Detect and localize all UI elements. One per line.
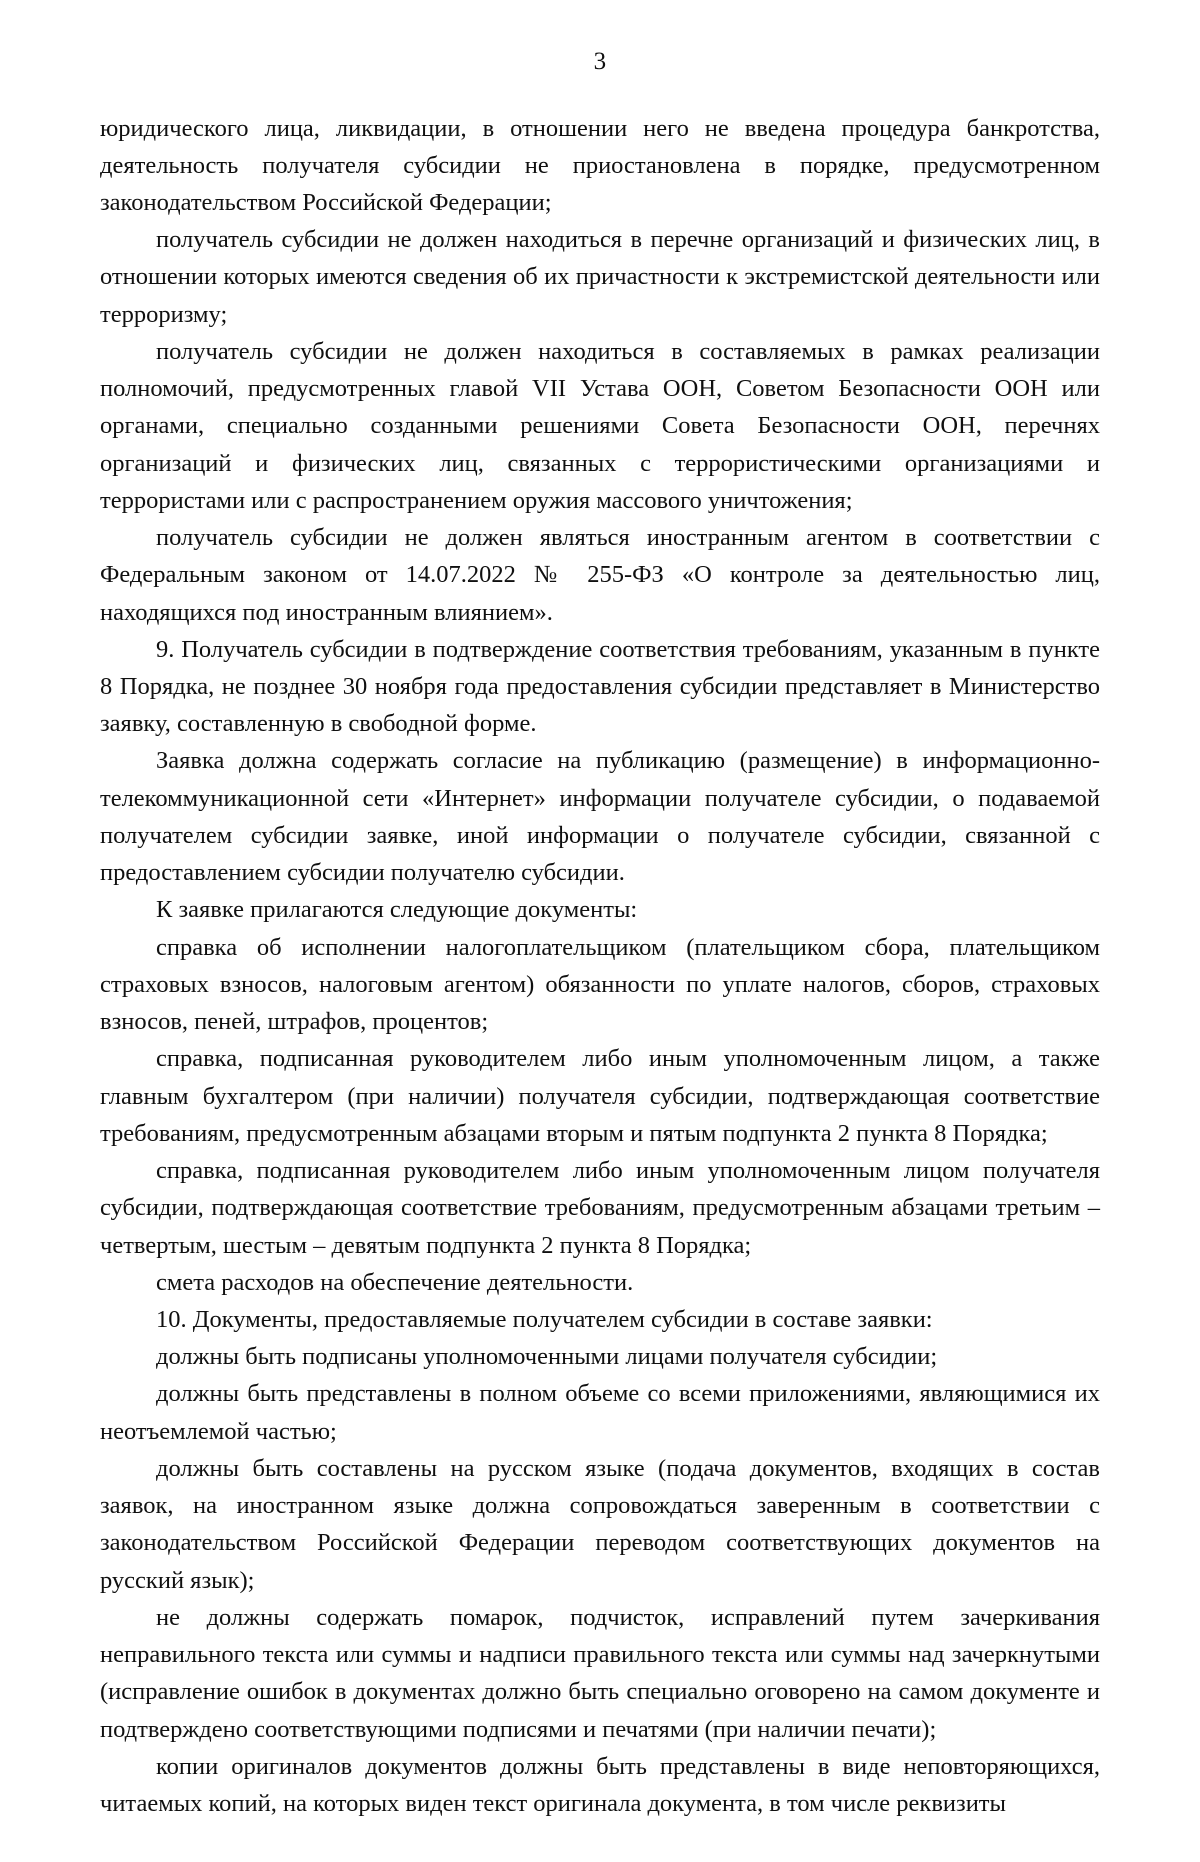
paragraph: Заявка должна содержать согласие на публикацию (размещение) в информационно-телекоммуникационной сети «Интернет» информации получателе субсидии, о подаваемой получателем субсидии заявке, иной информации о получателе субсидии, связанной с предоставлением субсидии получателю субсидии. [100, 747, 1100, 887]
page-number: 3 [593, 48, 607, 75]
paragraph: смета расходов на обеспечение деятельности. [156, 1268, 634, 1296]
paragraph: справка об исполнении налогоплательщиком (плательщиком сбора, плательщиком страховых взносов, налоговым агентом) обязанности по уплате налогов, сборов, страховых взносов, пеней, штрафов, процентов; [100, 933, 1100, 1036]
paragraph: должны быть представлены в полном объеме со всеми приложениями, являющимися их неотъемлемой частью; [100, 1380, 1100, 1445]
paragraph: получатель субсидии не должен являться иностранным агентом в соответствии с Федеральным законом от 14.07.2022 № 255-ФЗ «О контроле за деятельностью лиц, находящихся под иностранным влиянием». [100, 524, 1100, 626]
paragraph: копии оригиналов документов должны быть представлены в виде неповторяющихся, читаемых копий, на которых виден текст оригинала документа, в том числе реквизиты [100, 1752, 1100, 1818]
paragraph: должны быть составлены на русском языке (подача документов, входящих в состав заявок, на иностранном языке должна сопровождаться заверенным в соответствии с законодательством Российской Федерации переводом соответствующих документов на русский язык); [100, 1454, 1100, 1594]
paragraph: 9. Получатель субсидии в подтверждение соответствия требованиям, указанным в пункте 8 Порядка, не позднее 30 ноября года предоставления субсидии представляет в Министерство заявку, составленную в свободной форме. [100, 635, 1100, 738]
paragraph: справка, подписанная руководителем либо иным уполномоченным лицом, а также главным бухгалтером (при наличии) получателя субсидии, подтверждающая соответствие требованиям, предусмотренным абзацами вторым и пятым подпункта 2 пункта 8 Порядка; [100, 1045, 1100, 1147]
document-body [100, 110, 1100, 1823]
paragraph: 10. Документы, предоставляемые получателем субсидии в составе заявки: [156, 1306, 933, 1333]
paragraph: не должны содержать помарок, подчисток, исправлений путем зачеркивания неправильного текста или суммы и надписи правильного текста или суммы над зачеркнутыми (исправление ошибок в документах должно быть специально оговорено на самом документе и подтверждено соответствующими подписями и печатями (при наличии печати); [100, 1603, 1100, 1743]
paragraph: должны быть подписаны уполномоченными лицами получателя субсидии; [156, 1343, 938, 1371]
paragraph: справка, подписанная руководителем либо иным уполномоченным лицом получателя субсидии, подтверждающая соответствие требованиям, предусмотренным абзацами третьим – четвертым, шестым – девятым подпункта 2 пункта 8 Порядка; [100, 1157, 1100, 1259]
paragraph: юридического лица, ликвидации, в отношении него не введена процедура банкротства, деятельность получателя субсидии не приостановлена в порядке, предусмотренном законодательством Российской Федерации; [100, 114, 1100, 216]
paragraph: К заявке прилагаются следующие документы: [156, 896, 638, 924]
paragraph: получатель субсидии не должен находиться в составляемых в рамках реализации полномочий, предусмотренных главой VII Устава ООН, Советом Безопасности ООН или органами, специально созданными решениями Совета Безопасности ООН, перечнях организаций и физических лиц, связанных с террористическими организациями и террористами или с распространением оружия массового уничтожения; [100, 337, 1100, 514]
paragraph: получатель субсидии не должен находиться в перечне организаций и физических лиц, в отношении которых имеются сведения об их причастности к экстремистской деятельности или терроризму; [100, 226, 1100, 328]
